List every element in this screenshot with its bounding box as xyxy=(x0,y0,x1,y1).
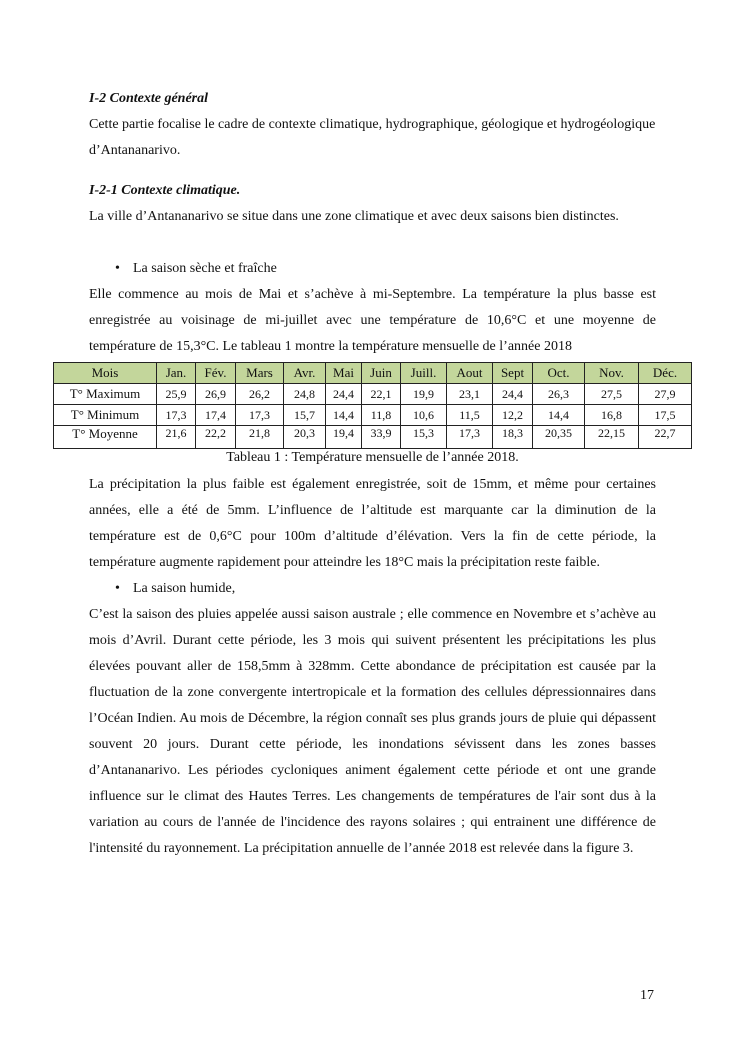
table-cell: 21,8 xyxy=(236,426,284,449)
table-cell: 24,8 xyxy=(284,384,326,405)
table-cell: 19,9 xyxy=(401,384,447,405)
row-label-cell: T° Minimum xyxy=(54,405,157,426)
table-cell: 20,3 xyxy=(284,426,326,449)
table-cell: 11,5 xyxy=(447,405,493,426)
table-header-row xyxy=(54,363,692,384)
table-cell: 11,8 xyxy=(362,405,401,426)
month-header-cell: Oct. xyxy=(533,363,585,384)
month-header-cell: Juill. xyxy=(401,363,447,384)
table-cell: 22,2 xyxy=(196,426,236,449)
section-heading: I-2 Contexte général xyxy=(89,91,208,106)
month-header-cell: Fév. xyxy=(196,363,236,384)
table-cell: 15,7 xyxy=(284,405,326,426)
table-cell: 17,4 xyxy=(196,405,236,426)
bullet-wet-season-text: La saison humide, xyxy=(133,581,236,596)
wet-season-paragraph: C’est la saison des pluies appelée aussi saison australe ; elle commence en Novembre et s’achève au mois d’Avril. Durant cette période, les 3 mois qui suivent présentent les précipitations les plus élevées pouvant aller de 158,5mm à 328mm. Cette abondance de précipitation est causée par la fluctuation de la zone convergente intertropicale et la formation des cellules dépressionnaires dans l’Océan Indien. Au mois de Décembre, la région connaît ses plus grands jours de pluie qui dépassent souvent 20 jours. Durant cette période, les inondations sévissent dans les zones basses d’Antananarivo. Les périodes cycloniques animent également cette période et ont une grande influence sur le climat des Hautes Terres. Les changements de températures de l'air sont dus à la variation au cours de l'année de l'incidence des rayons solaires ; qui entrainent une différence de l'intensité du rayonnement. La précipitation annuelle de l’année 2018 est relevée dans la figure 3. xyxy=(89,607,656,856)
table-cell: 17,5 xyxy=(639,405,692,426)
table-cell: 17,3 xyxy=(447,426,493,449)
page-number: 17 xyxy=(640,988,654,1003)
table-row xyxy=(54,405,692,426)
table-row xyxy=(54,426,692,449)
table-cell: 27,9 xyxy=(639,384,692,405)
table-cell: 22,7 xyxy=(639,426,692,449)
table-cell: 16,8 xyxy=(585,405,639,426)
bullet-dot-icon: • xyxy=(115,261,120,276)
table-cell: 26,3 xyxy=(533,384,585,405)
month-header-cell: Mars xyxy=(236,363,284,384)
table-cell: 17,3 xyxy=(236,405,284,426)
row-label-cell: T° Moyenne xyxy=(54,426,157,449)
table-cell: 27,5 xyxy=(585,384,639,405)
table-cell: 12,2 xyxy=(493,405,533,426)
month-header-cell: Mai xyxy=(326,363,362,384)
dry-season-paragraph: Elle commence au mois de Mai et s’achève à mi-Septembre. La température la plus basse est enregistrée au voisinage de mi-juillet avec une température de 10,6°C et une moyenne de température de 15,3°C. Le tableau 1 montre la température mensuelle de l’année 2018 xyxy=(89,287,656,354)
table-cell: 26,9 xyxy=(196,384,236,405)
bullet-dry-season-text: La saison sèche et fraîche xyxy=(133,261,277,276)
table-cell: 22,1 xyxy=(362,384,401,405)
month-header-cell: Aout xyxy=(447,363,493,384)
table-cell: 18,3 xyxy=(493,426,533,449)
table-cell: 24,4 xyxy=(326,384,362,405)
table-cell: 14,4 xyxy=(326,405,362,426)
table-cell: 24,4 xyxy=(493,384,533,405)
table-cell: 17,3 xyxy=(157,405,196,426)
table-cell: 33,9 xyxy=(362,426,401,449)
table-caption: Tableau 1 : Température mensuelle de l’année 2018. xyxy=(226,450,519,465)
table-row xyxy=(54,384,692,405)
table-cell: 25,9 xyxy=(157,384,196,405)
bullet-dry-season xyxy=(115,256,277,282)
table-cell: 19,4 xyxy=(326,426,362,449)
month-header-cell: Avr. xyxy=(284,363,326,384)
bullet-dot-icon: • xyxy=(115,581,120,596)
section-intro-paragraph: Cette partie focalise le cadre de contexte climatique, hydrographique, géologique et hydrogéologique d’Antananarivo. xyxy=(89,117,656,158)
bullet-wet-season xyxy=(115,576,235,602)
row-label-cell: T° Maximum xyxy=(54,384,157,405)
month-header-cell: Juin xyxy=(362,363,401,384)
subsection-intro-paragraph: La ville d’Antananarivo se situe dans une zone climatique et avec deux saisons bien distinctes. xyxy=(89,209,619,224)
month-header-cell: Déc. xyxy=(639,363,692,384)
month-header-cell: Sept xyxy=(493,363,533,384)
table-cell: 10,6 xyxy=(401,405,447,426)
table-cell: 26,2 xyxy=(236,384,284,405)
table-cell: 14,4 xyxy=(533,405,585,426)
table-cell: 23,1 xyxy=(447,384,493,405)
month-header-cell: Nov. xyxy=(585,363,639,384)
after-table-paragraph: La précipitation la plus faible est également enregistrée, soit de 15mm, et même pour certaines années, elle a été de 5mm. L’influence de l’altitude est marquante car la diminution de la température est de 0,6°C pour 100m d’altitude d’élévation. Vers la fin de cette période, la température augmente rapidement pour atteindre les 18°C mais la précipitation reste faible. xyxy=(89,477,656,570)
table-cell: 21,6 xyxy=(157,426,196,449)
table-header-cell: Mois xyxy=(54,363,157,384)
subsection-heading: I-2-1 Contexte climatique. xyxy=(89,183,241,198)
table-cell: 15,3 xyxy=(401,426,447,449)
month-header-cell: Jan. xyxy=(157,363,196,384)
table-cell: 20,35 xyxy=(533,426,585,449)
table-cell: 22,15 xyxy=(585,426,639,449)
temperature-table xyxy=(53,362,692,449)
